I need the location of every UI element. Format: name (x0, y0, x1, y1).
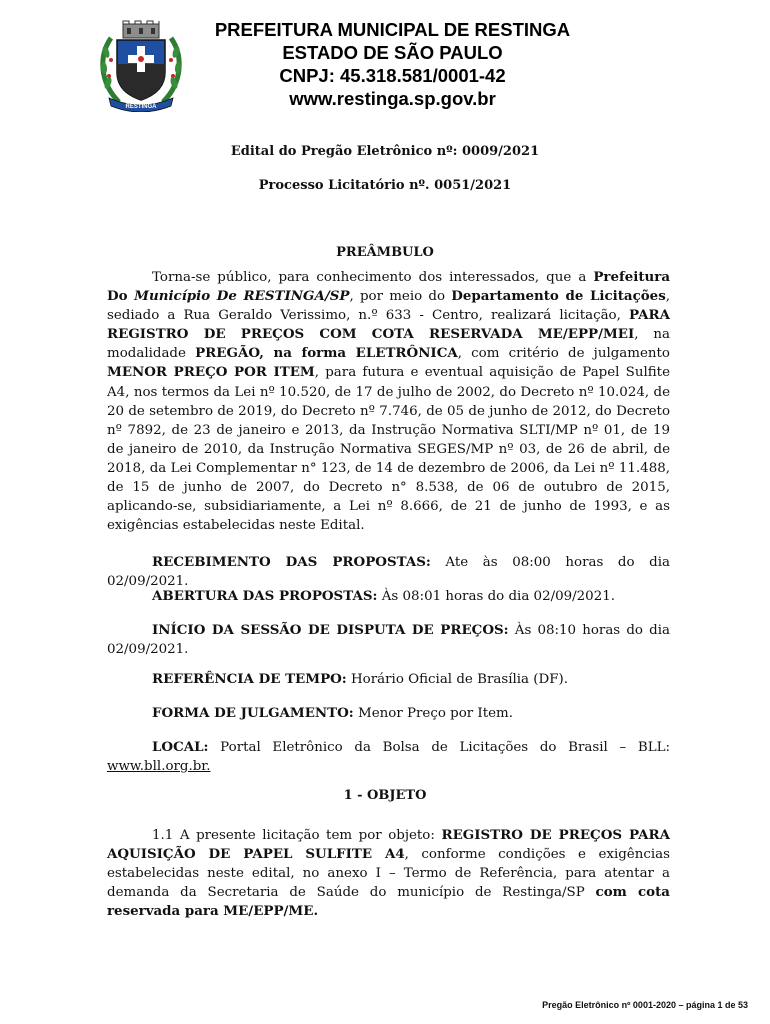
referencia-tempo: REFERÊNCIA DE TEMPO: Horário Oficial de Brasília (DF). (152, 671, 569, 687)
svg-text:RESTINGA: RESTINGA (125, 104, 157, 110)
local: LOCAL: Portal Eletrônico da Bolsa de Licitações do Brasil – BLL: www.bll.org.br. (107, 739, 670, 775)
preambulo-paragraph: Torna-se público, para conhecimento dos interessados, que a Prefeitura Do Município De RESTINGA/SP, por meio do Departamento de Licitações, sediado a Rua Geraldo Verissimo, n.º 633 - Centro, realizará licitação, PARA REGISTRO DE PREÇOS COM COTA RESERVADA ME/EPP/MEI, na modalidade PREGÃO, na forma ELETRÔNICA, com critério de julgamento MENOR PREÇO POR ITEM, para futura e eventual aquisição de Papel Sulfite A4, nos termos da Lei nº 10.520, de 17 de julho de 2002, do Decreto nº 10.024, de 20 de setembro de 2019, do Decreto nº 7.746, de 05 de junho de 2012, do Decreto nº 7892, de 23 de janeiro e 2013, da Instrução Normativa SLTI/MP nº 01, de 19 de janeiro de 2010, da Instrução Normativa SEGES/MP nº 03, de 26 de abril, de 2018, da Lei Complementar n° 123, de 14 de dezembro de 2006, da Lei nº 11.488, de 15 de junho de 2007, do Decreto n° 8.538, de 06 de outubro de 2015, aplicando-se, subsidiariamente, a Lei nº 8.666, de 21 de junho de 1993, e as exigências estabelecidas neste Edital. (107, 269, 671, 534)
page-header (190, 18, 595, 110)
recebimento-propostas: RECEBIMENTO DAS PROPOSTAS: Ate às 08:00 horas do dia 02/09/2021. (107, 554, 670, 590)
preambulo-title: PREÂMBULO (336, 245, 434, 260)
header-prefeitura: PREFEITURA MUNICIPAL DE RESTINGA (214, 19, 571, 40)
objeto-paragraph: 1.1 A presente licitação tem por objeto: REGISTRO DE PREÇOS PARA AQUISIÇÃO DE PAPEL SULFITE A4, conforme condições e exigências estabelecidas neste edital, no anexo I – Termo de Referência, para atentar a demanda da Secretaria de Saúde do município de Restinga/SP com cota reservada para ME/EPP/ME. (107, 827, 670, 920)
abertura-propostas: ABERTURA DAS PROPOSTAS: Às 08:01 horas do dia 02/09/2021. (152, 588, 615, 604)
header-website: www.restinga.sp.gov.br (289, 88, 496, 109)
bll-link[interactable]: www.bll.org.br. (107, 759, 211, 775)
municipal-crest-logo (97, 20, 185, 112)
edital-number: Edital do Pregão Eletrônico nº: 0009/2021 (230, 144, 540, 159)
header-estado: ESTADO DE SÃO PAULO (282, 42, 503, 63)
inicio-sessao: INÍCIO DA SESSÃO DE DISPUTA DE PREÇOS: Às 08:10 horas do dia 02/09/2021. (107, 622, 670, 658)
page-footer: Pregão Eletrônico nº 0001-2020 – página 1 de 53 (542, 1000, 748, 1010)
header-cnpj: CNPJ: 45.318.581/0001-42 (279, 65, 506, 86)
objeto-title: 1 - OBJETO (343, 788, 427, 803)
processo-number: Processo Licitatório nº. 0051/2021 (258, 178, 512, 193)
forma-julgamento: FORMA DE JULGAMENTO: Menor Preço por Item. (152, 705, 513, 721)
